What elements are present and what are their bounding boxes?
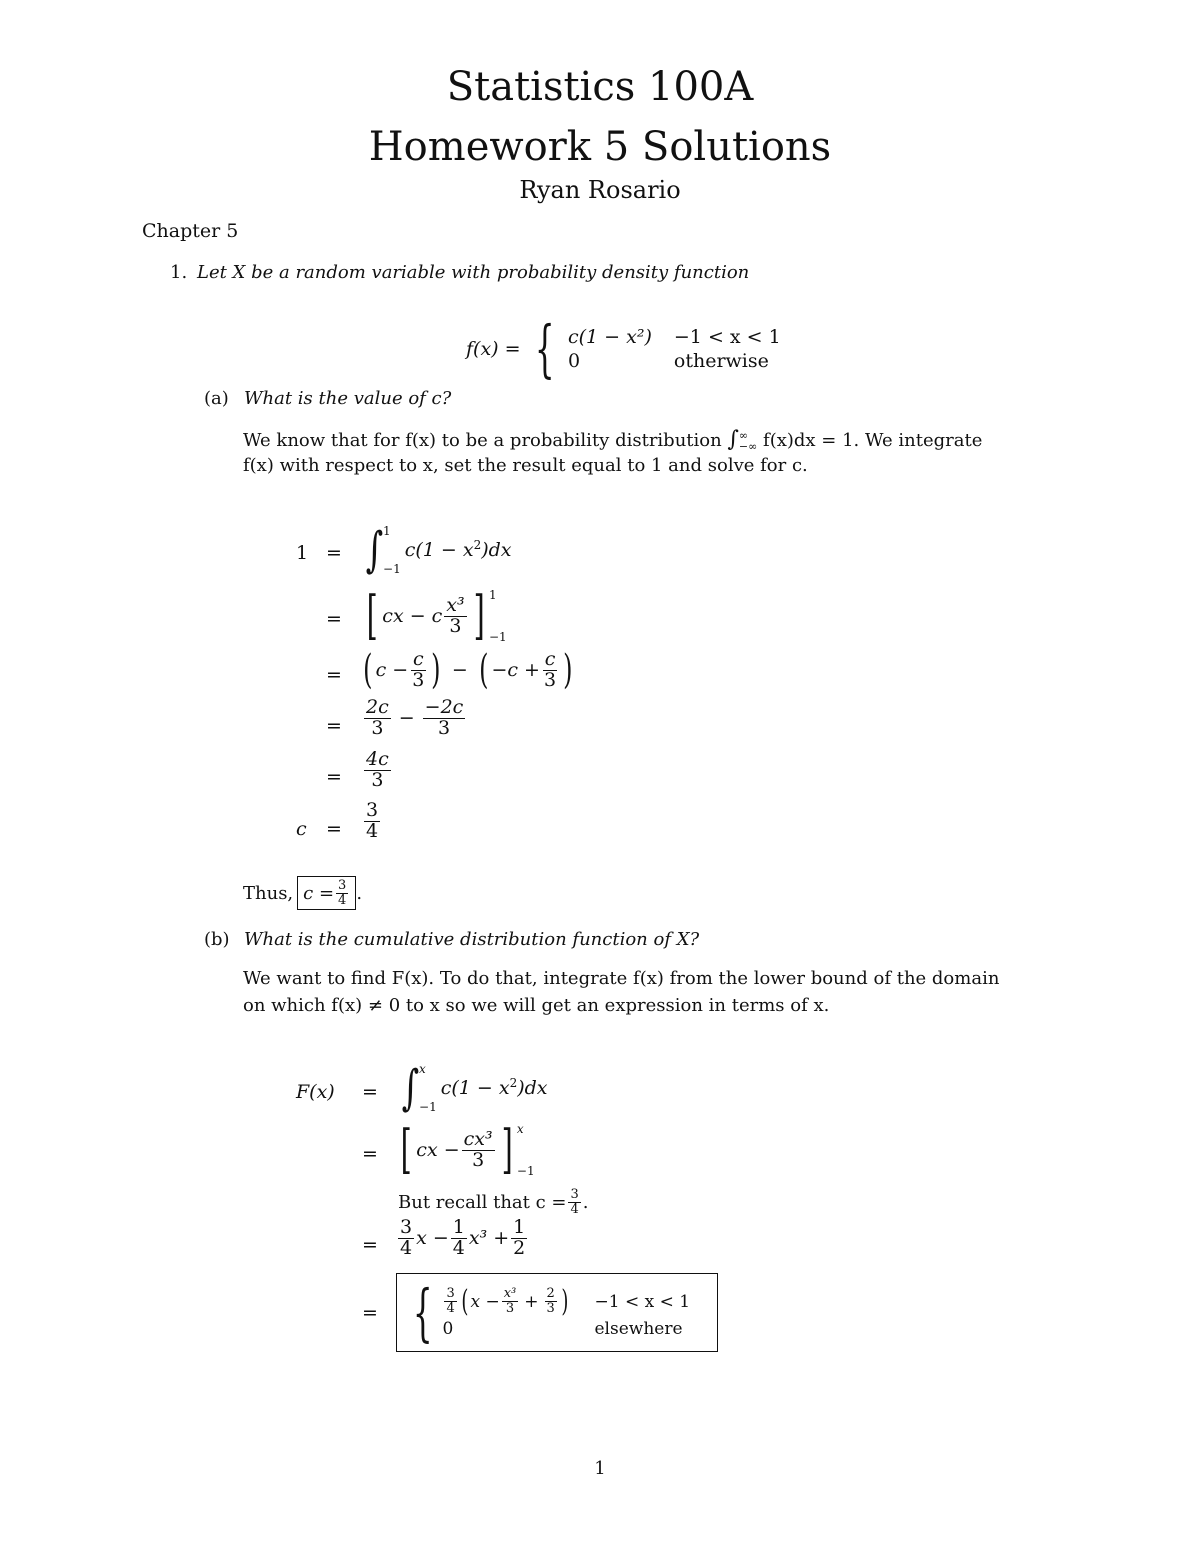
deriv-a-step-5: [362, 750, 393, 791]
answer-lhs: c =: [303, 882, 335, 904]
step5-den: 3: [371, 768, 384, 791]
deriv-a-lhs-1: 1: [296, 542, 309, 564]
deriv-a-step-3: ( c − $\frac{c}{3}$ ) − ( −c + $\frac{c}{3}$ ): [363, 647, 573, 694]
deriv-b-eq-4: =: [362, 1302, 378, 1324]
pdf-case1-cond: −1 < x < 1: [673, 326, 781, 348]
b-step3-num-2: 1: [452, 1216, 465, 1238]
part-a-question: What is the value of c?: [244, 388, 452, 409]
deriv-b-eq-3: =: [362, 1234, 378, 1256]
final-inner-a: x −: [470, 1291, 500, 1312]
final-num-2: x³: [503, 1286, 517, 1302]
integral-sign: ∫: [727, 427, 739, 452]
part-b-text-line2: on which f(x) ≠ 0 to x so we will get an expression in terms of x.: [243, 995, 830, 1016]
deriv-a-eq-3: =: [326, 664, 342, 686]
b-step3-x: x −: [416, 1227, 449, 1250]
integral-lower-b: −1: [419, 1100, 437, 1114]
final-den-2: 3: [505, 1301, 515, 1316]
left-brace: {: [534, 312, 555, 385]
b-step2-den: 3: [472, 1148, 485, 1171]
b-step3-num-1: 3: [400, 1216, 413, 1238]
pdf-case1-expr: c(1 − x²): [568, 326, 652, 348]
conclusion-period: .: [356, 882, 363, 904]
pdf-case2-expr: 0: [568, 350, 581, 372]
recall-text: But recall that c =: [398, 1191, 567, 1213]
final-case2-cond: elsewhere: [594, 1318, 683, 1339]
step2-num: x³: [446, 593, 465, 616]
part-b-text-line1: We want to find F(x). To do that, integrate f(x) from the lower bound of the domain: [243, 968, 1000, 989]
part-a-label: (a): [204, 388, 229, 409]
step3-den-2: 3: [543, 668, 557, 691]
b-step3-den-3: 2: [513, 1236, 526, 1259]
pdf-cases: [568, 326, 781, 372]
final-case1-cond: −1 < x < 1: [594, 1291, 691, 1312]
final-num-1: 3: [446, 1286, 455, 1302]
recall-den: 4: [570, 1201, 579, 1217]
step4-num-2: −2c: [424, 696, 464, 718]
part-a-text-line2: f(x) with respect to x, set the result equal to 1 and solve for c.: [243, 455, 808, 476]
final-num-3: 2: [546, 1286, 555, 1302]
final-case1-expr: $\frac{3}{4}$ ( x − $\frac{\text{x³}}{3}$ + $\frac{2}{3}$ ): [446, 1283, 569, 1319]
deriv-a-step-4: [362, 698, 467, 739]
part-a-conclusion: [243, 876, 362, 910]
pdf-definition: [466, 312, 781, 385]
deriv-a-step-6: [362, 801, 382, 842]
b-step3-x3: x³ +: [468, 1227, 510, 1250]
step3-den-1: 3: [412, 668, 425, 691]
pdf-case2-cond: otherwise: [673, 350, 769, 372]
step2-den: 3: [449, 614, 462, 637]
integrand-end: )dx: [481, 539, 512, 561]
course-title: Statistics 100A: [446, 64, 754, 110]
deriv-a-eq-5: =: [326, 766, 342, 788]
part-a-text-line1-start: We know that for f(x) to be a probability distribution: [243, 430, 722, 451]
integrand-exponent-b: 2: [509, 1076, 518, 1090]
author-name: Ryan Rosario: [519, 176, 681, 204]
integrand-exponent: 2: [473, 538, 482, 552]
answer-box: [297, 876, 356, 910]
b-step2-text: cx −: [416, 1139, 460, 1161]
right-bracket: ]: [473, 586, 485, 646]
integrand-end-b: )dx: [517, 1077, 548, 1099]
b-step2-num: cx³: [463, 1127, 493, 1150]
integral-upper: 1: [383, 524, 391, 538]
deriv-a-step-2: [362, 588, 507, 644]
b-eval-upper: x: [516, 1122, 524, 1136]
integral-lower: −1: [383, 562, 401, 576]
recall-line: [398, 1188, 589, 1216]
step3-second: −c +: [491, 659, 540, 682]
step6-num: 3: [366, 799, 379, 821]
answer-num: 3: [338, 878, 347, 893]
part-b-label: (b): [204, 929, 230, 950]
step2-text: cx − c: [382, 605, 443, 627]
final-case2-expr: 0: [442, 1318, 454, 1339]
step3-minus: −: [451, 659, 468, 682]
eval-lower: −1: [488, 630, 507, 644]
integral-upper-b: x: [419, 1062, 426, 1076]
problem-1-statement: Let X be a random variable with probability density function: [197, 262, 750, 283]
step3-first: c −: [375, 659, 409, 682]
deriv-b-lhs: F(x): [296, 1081, 335, 1103]
eval-upper: 1: [488, 588, 497, 602]
deriv-a-eq-4: =: [326, 715, 342, 737]
final-cdf-box: [396, 1273, 718, 1352]
step5-num: 4c: [366, 748, 389, 770]
answer-den: 4: [338, 892, 347, 908]
step4-den-1: 3: [371, 716, 384, 739]
step4-num-1: 2c: [366, 696, 389, 718]
step4-minus: −: [398, 707, 415, 730]
deriv-a-eq-1: =: [326, 542, 342, 564]
recall-num: 3: [570, 1187, 579, 1202]
part-b-question: What is the cumulative distribution function of X?: [244, 929, 700, 950]
deriv-b-step-1: [398, 1062, 548, 1114]
left-bracket: [: [366, 586, 378, 646]
step3-num-1: c: [412, 648, 424, 670]
integrand-start: c(1 − x: [404, 539, 474, 561]
assignment-title: Homework 5 Solutions: [368, 124, 832, 170]
integral-symbol-b: ∫: [401, 1060, 420, 1116]
page-number: 1: [594, 1458, 606, 1479]
step6-den: 4: [366, 819, 379, 842]
final-den-3: 3: [546, 1301, 555, 1316]
b-step3-num-3: 1: [513, 1216, 526, 1238]
conclusion-prefix: Thus,: [243, 882, 294, 904]
problem-1-number: 1.: [170, 262, 188, 283]
integral-symbol: ∫: [365, 522, 384, 578]
step3-num-2: c: [544, 648, 556, 670]
chapter-heading: Chapter 5: [142, 220, 239, 242]
deriv-b-eq-1: =: [362, 1081, 378, 1103]
final-left-brace: {: [412, 1275, 433, 1349]
final-den-1: 4: [446, 1301, 455, 1316]
integral-upper-bound: ∞: [738, 429, 749, 442]
deriv-a-step-1: [362, 524, 512, 576]
b-eval-lower: −1: [516, 1164, 535, 1178]
part-a-text-line1: [243, 427, 982, 452]
deriv-b-eq-2: =: [362, 1143, 378, 1165]
final-plus: +: [524, 1291, 539, 1312]
deriv-a-eq-2: =: [326, 608, 342, 630]
deriv-b-step-3: [396, 1218, 529, 1259]
integrand-start-b: c(1 − x: [440, 1077, 510, 1099]
integral-lower-bound: −∞: [738, 440, 758, 453]
recall-period: .: [582, 1191, 589, 1213]
deriv-a-eq-6: =: [326, 818, 342, 840]
b-step3-den-1: 4: [400, 1236, 413, 1259]
part-a-text-line1-end: f(x)dx = 1. We integrate: [763, 430, 983, 451]
final-cases: [442, 1283, 691, 1339]
deriv-a-lhs-last: c: [296, 818, 307, 840]
deriv-b-step-2: [ cx − $\frac{\text{cx³}}{3}$ ] x −1: [400, 1120, 535, 1180]
b-step3-den-2: 4: [452, 1236, 465, 1259]
step4-den-2: 3: [437, 716, 451, 739]
pdf-lhs: f(x) =: [466, 338, 521, 360]
